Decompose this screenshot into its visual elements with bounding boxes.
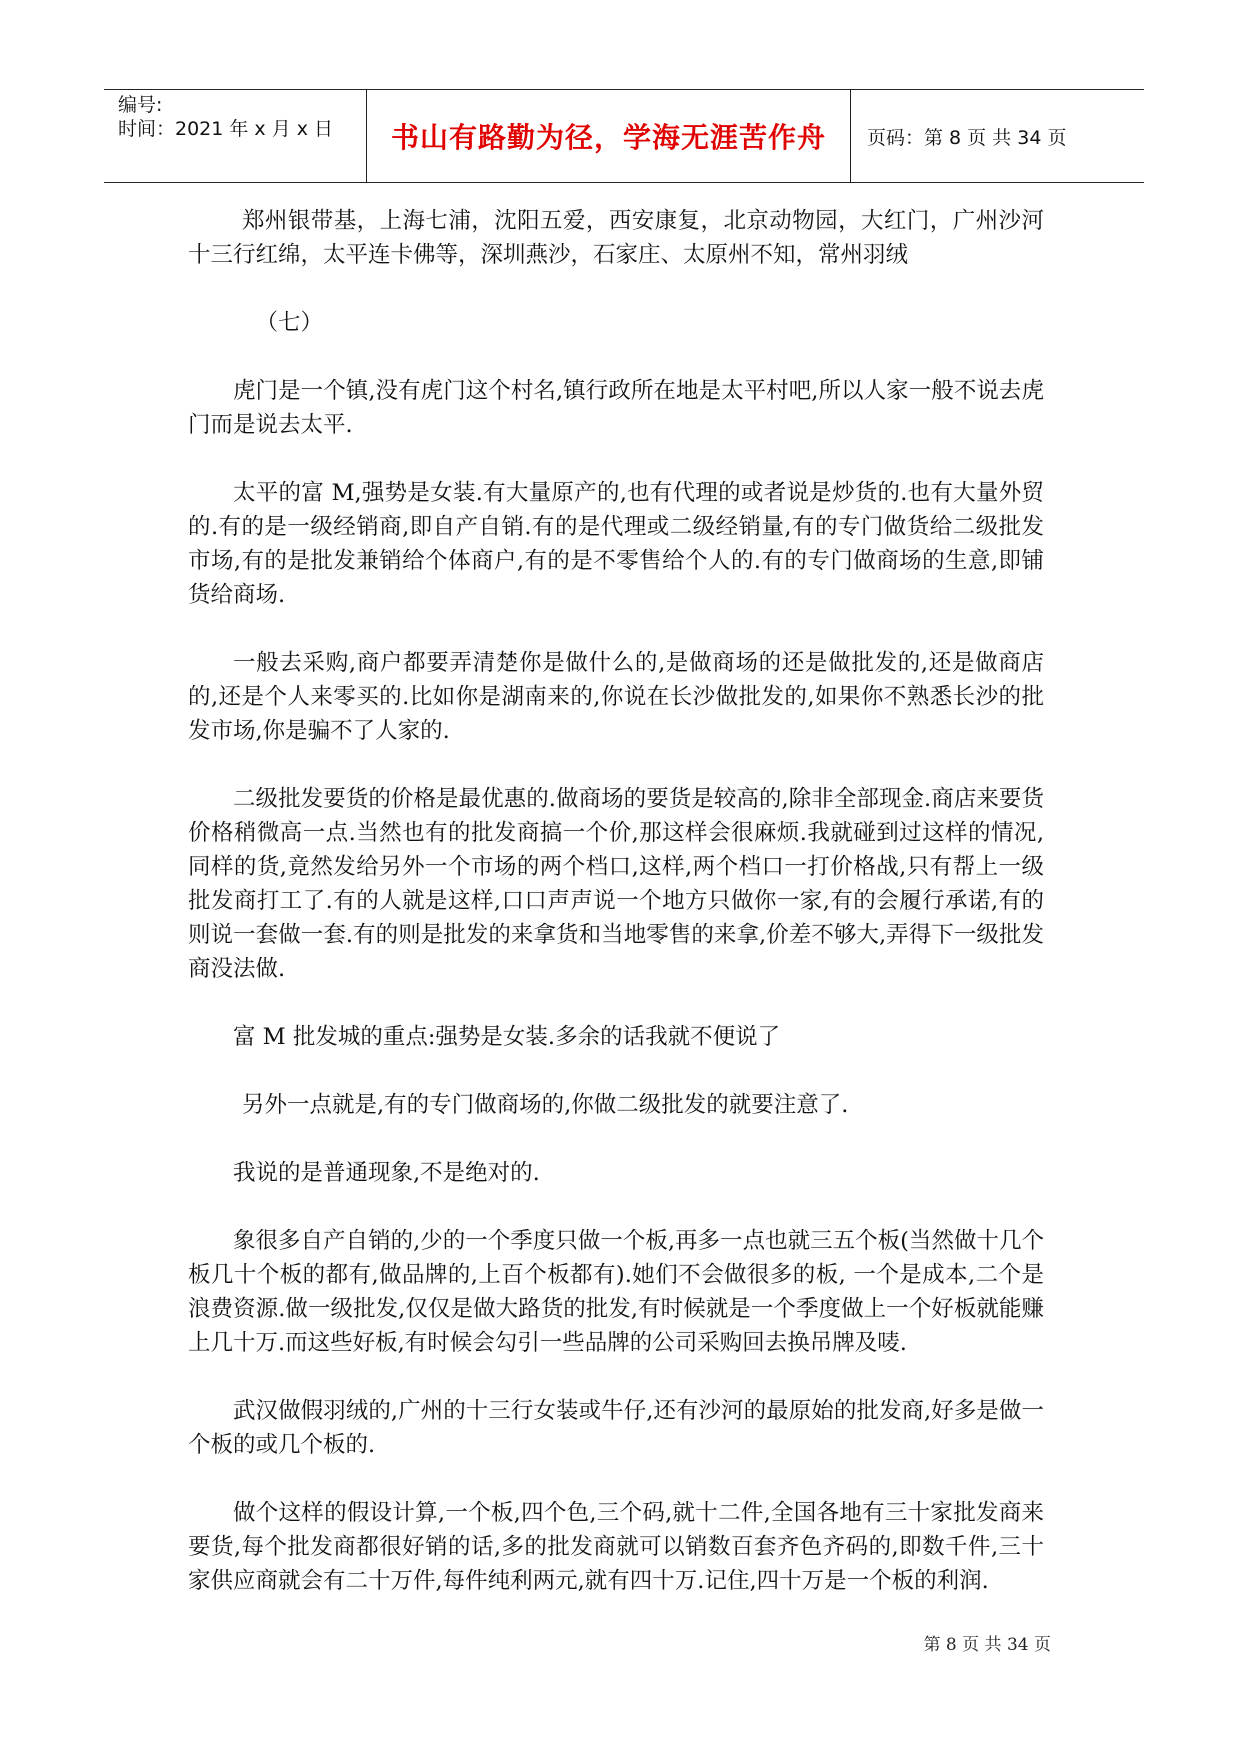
- paragraph-markets: 郑州银带基，上海七浦，沈阳五爱，西安康复，北京动物园，大红门，广州沙河十三行红绵，太平连卡佛等，深圳燕沙，石家庄、太原州不知，常州羽绒: [188, 208, 1044, 268]
- paragraph: 一般去采购,商户都要弄清楚你是做什么的,是做商场的还是做批发的,还是做商店的,还是个人来零买的.比如你是湖南来的,你说在长沙做批发的,如果你不熟悉长沙的批发市场,你是骗不了人家的.: [188, 650, 1044, 744]
- document-number-label: 编号:: [118, 94, 163, 116]
- paragraph: 虎门是一个镇,没有虎门这个村名,镇行政所在地是太平村吧,所以人家一般不说去虎门而是说去太平.: [188, 378, 1044, 438]
- document-time-label: 时间：2021 年 x 月 x 日: [118, 118, 334, 140]
- paragraph: 二级批发要货的价格是最优惠的.做商场的要货是较高的,除非全部现金.商店来要货价格稍微高一点.当然也有的批发商搞一个价,那这样会很麻烦.我就碰到过这样的情况,同样的货,竟然发给另外一个市场的两个档口,这样,两个档口一打价格战,只有帮上一级批发商打工了.有的人就是这样,口口声声说一个地方只做你一家,有的会履行承诺,有的则说一套做一套.有的则是批发的来拿货和当地零售的来拿,价差不够大,弄得下一级批发商没法做.: [188, 786, 1044, 982]
- header-motto: 书山有路勤为径，学海无涯苦作舟: [390, 121, 826, 154]
- document-body: [188, 204, 1044, 1632]
- page-header: [104, 89, 1144, 183]
- header-page-cell: [851, 90, 1144, 182]
- paragraph: 另外一点就是,有的专门做商场的,你做二级批发的就要注意了.: [242, 1092, 849, 1118]
- paragraph: 武汉做假羽绒的,广州的十三行女装或牛仔,还有沙河的最原始的批发商,好多是做一个板的或几个板的.: [188, 1398, 1044, 1458]
- header-motto-cell: [367, 90, 851, 182]
- paragraph: 象很多自产自销的,少的一个季度只做一个板,再多一点也就三五个板(当然做十几个板几十个板的都有,做品牌的,上百个板都有).她们不会做很多的板, 一个是成本,二个是浪费资源.做一级批发,仅仅是做大路货的批发,有时候就是一个季度做上一个好板就能赚上几十万.而这些好板,有时候会勾引一些品牌的公司采购回去换吊牌及唛.: [188, 1228, 1044, 1356]
- paragraph: 做个这样的假设计算,一个板,四个色,三个码,就十二件,全国各地有三十家批发商来要货,每个批发商都很好销的话,多的批发商就可以销数百套齐色齐码的,即数千件,三十家供应商就会有二十万件,每件纯利两元,就有四十万.记住,四十万是一个板的利润.: [188, 1500, 1044, 1594]
- section-heading: （七）: [255, 310, 324, 336]
- paragraph: 富 M 批发城的重点:强势是女装.多余的话我就不便说了: [233, 1024, 781, 1050]
- footer-page-number: 第 8 页 共 34 页: [923, 1635, 1051, 1655]
- header-page-info: 页码：第 8 页 共 34 页: [867, 126, 1067, 149]
- page-footer: [924, 1630, 1051, 1655]
- header-meta-cell: [104, 90, 367, 182]
- paragraph: 太平的富 M,强势是女装.有大量原产的,也有代理的或者说是炒货的.也有大量外贸的.有的是一级经销商,即自产自销.有的是代理或二级经销量,有的专门做货给二级批发市场,有的是批发兼销给个体商户,有的是不零售给个人的.有的专门做商场的生意,即铺货给商场.: [188, 480, 1044, 608]
- paragraph: 我说的是普通现象,不是绝对的.: [233, 1160, 540, 1186]
